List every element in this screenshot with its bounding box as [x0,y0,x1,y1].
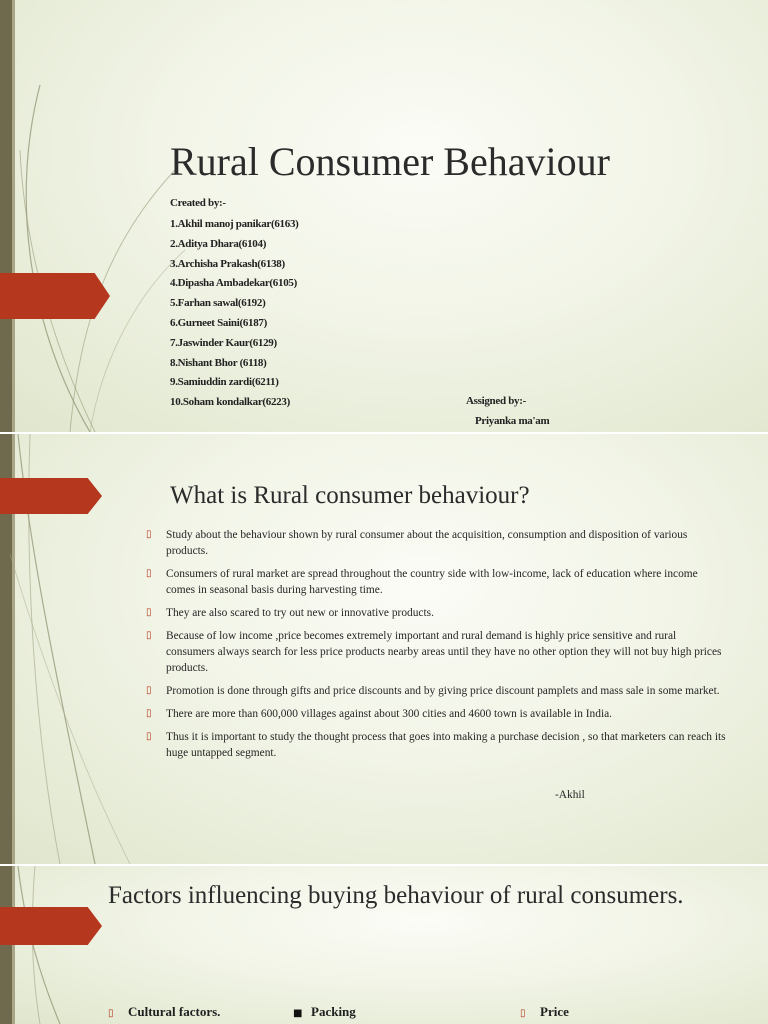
bullet-text: They are also scared to try out new or innovative products. [166,607,434,619]
created-by-label: Created by:- [170,197,226,209]
member-item: 2.Aditya Dhara(6104) [170,237,267,250]
member-item: 3.Archisha Prakash(6138) [170,257,285,270]
bullet-text: Promotion is done through gifts and price discounts and by giving price discount pamplets and mass sale in some market. [166,685,720,697]
bullet-icon: ▯ [520,1008,526,1019]
bullet-text: Thus it is important to study the thought process that goes into making a purchase decision , so that marketers can reach its huge untapped segment. [166,731,726,759]
assigned-name: Priyanka ma'am [475,415,550,427]
factor-item [293,1004,356,1020]
member-item: 6.Gurneet Saini(6187) [170,316,267,329]
bullet-item [146,628,726,676]
bullet-item [146,729,726,761]
factor-text: Price [540,1004,569,1019]
bullet-icon: ▯ [146,607,152,618]
square-bullet-icon: ■ [293,1008,303,1019]
member-item: 4.Dipasha Ambadekar(6105) [170,277,297,290]
factor-item [108,1004,220,1020]
bullet-text: Study about the behaviour shown by rural consumer about the acquisition, consumption and disposition of various products. [166,529,688,557]
accent-tab [0,478,102,514]
factor-text: Packing [311,1004,356,1019]
author-signoff: -Akhil [555,789,585,801]
member-item: 8.Nishant Bhor (6118) [170,356,267,369]
bullet-icon: ▯ [146,529,152,540]
member-item: 1.Akhil manoj panikar(6163) [170,218,299,230]
factor-text: Cultural factors. [128,1004,221,1019]
slide-heading: What is Rural consumer behaviour? [170,482,530,509]
slide-factors [0,866,768,1024]
slide-heading: Factors influencing buying behaviour of rural consumers. [108,882,684,909]
bullet-text: Because of low income ,price becomes extremely important and rural demand is highly price sensitive and rural consumers always search for less price products nearby areas until they have no other option they will not buy high prices products. [166,630,722,674]
bullet-item [146,683,726,699]
slide-definition [0,434,768,864]
bullet-item [146,566,726,598]
bullet-list [146,527,726,768]
assigned-by-label: Assigned by:- [466,395,526,407]
bullet-icon: ▯ [146,685,152,696]
accent-tab [0,907,102,945]
bullet-item [146,706,726,722]
bullet-item [146,527,726,559]
member-item: 5.Farhan sawal(6192) [170,297,266,310]
member-item: 7.Jaswinder Kaur(6129) [170,336,277,349]
member-item: 9.Samiuddin zardi(6211) [170,376,279,389]
member-list [170,217,299,415]
accent-tab [0,273,110,319]
bullet-icon: ▯ [108,1008,114,1019]
bullet-text: Consumers of rural market are spread throughout the country side with low-income, lack of education where income comes in seasonal basis during harvesting time. [166,568,698,596]
bullet-icon: ▯ [146,630,152,641]
slide-title [0,0,768,432]
factor-item [520,1004,569,1020]
member-item: 10.Soham kondalkar(6223) [170,396,290,409]
bullet-icon: ▯ [146,568,152,579]
slide-title-heading: Rural Consumer Behaviour [170,139,610,184]
bullet-icon: ▯ [146,731,152,742]
bullet-text: There are more than 600,000 villages against about 300 cities and 4600 town is available in India. [166,708,613,720]
bullet-item [146,605,726,621]
bullet-icon: ▯ [146,708,152,719]
